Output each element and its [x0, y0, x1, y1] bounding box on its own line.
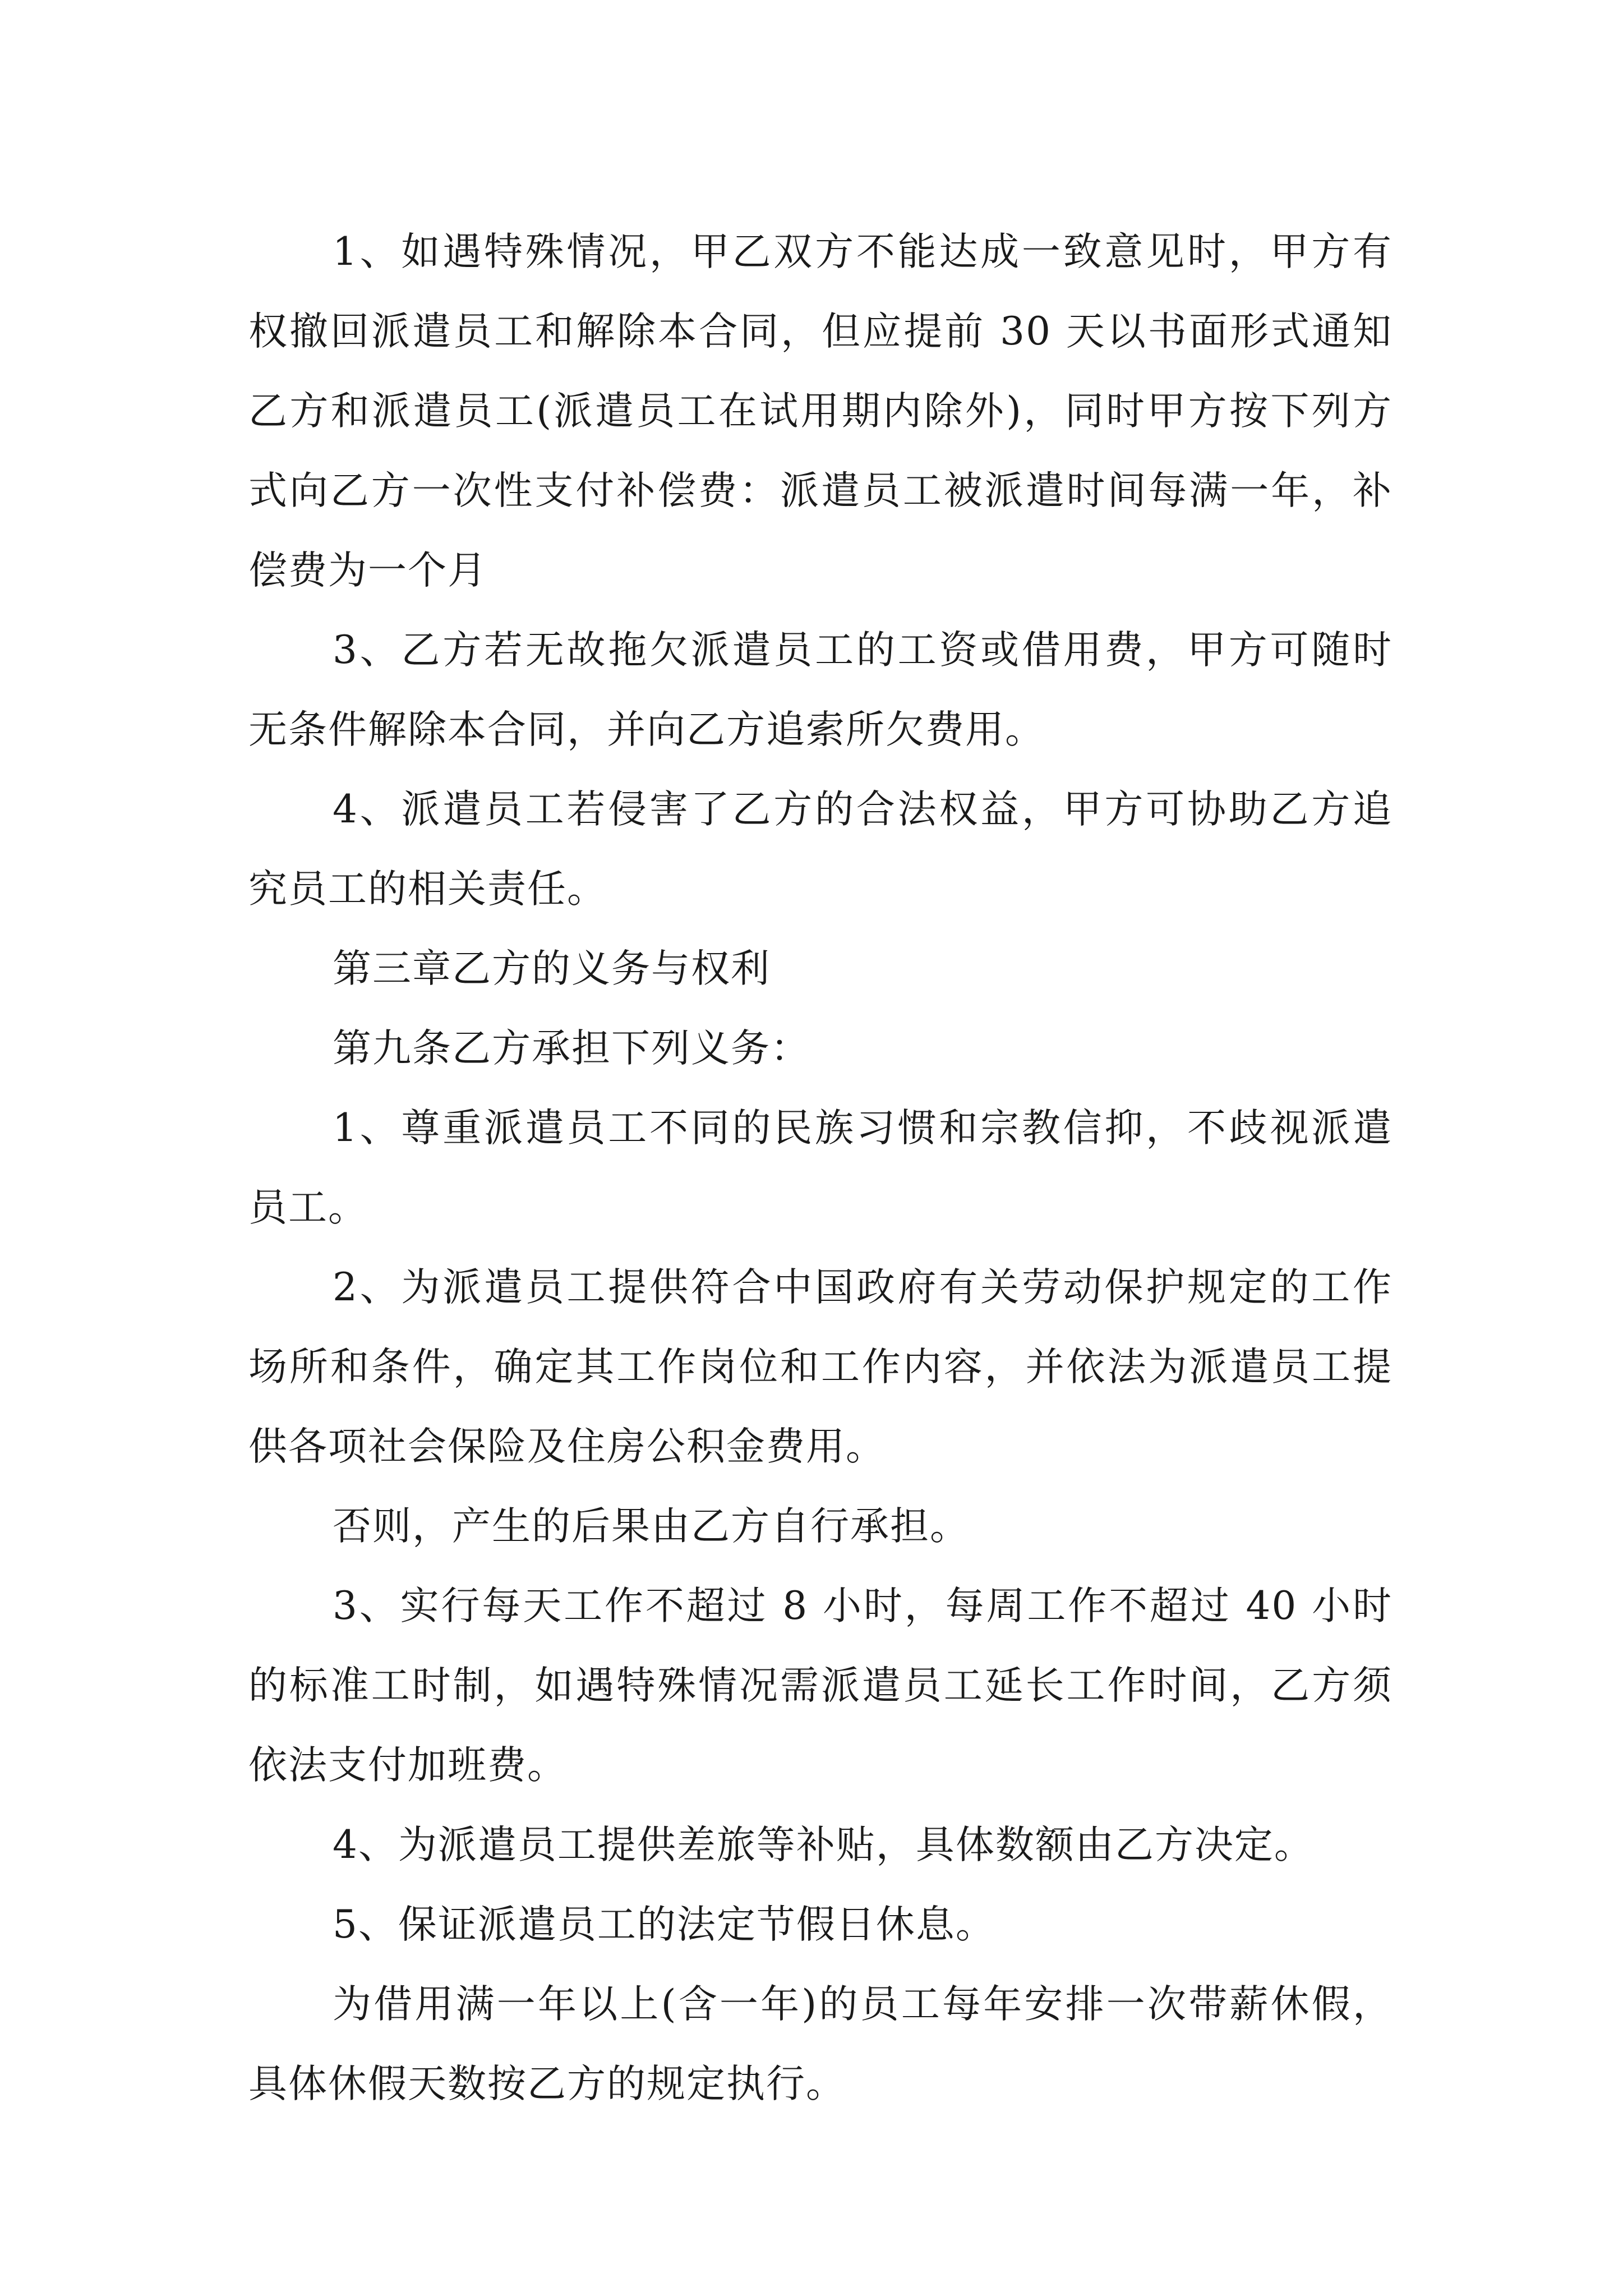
paragraph-unpaid-wages: 3、乙方若无故拖欠派遣员工的工资或借用费，甲方可随时无条件解除本合同，并向乙方追索所欠费用。: [248, 628, 1393, 752]
paragraph-consequences: 否则，产生的后果由乙方自行承担。: [333, 1504, 970, 1549]
paragraph-working-hours: 3、实行每天工作不超过 8 小时，每周工作不超过 40 小时的标准工时制，如遇特殊情况需派遣员工延长工作时间，乙方须依法支付加班费。: [248, 1584, 1393, 1788]
paragraph-paid-leave: 为借用满一年以上(含一年)的员工每年安排一次带薪休假，具体休假天数按乙方的规定执行。: [248, 1982, 1393, 2106]
paragraph-respect-customs: 1、尊重派遣员工不同的民族习惯和宗教信抑，不歧视派遣员工。: [248, 1106, 1393, 1230]
article-heading: 第九条乙方承担下列义务：: [333, 1026, 810, 1071]
chapter-heading: 第三章乙方的义务与权利: [333, 946, 771, 991]
paragraph-termination-by-party-a: 1、如遇特殊情况，甲乙双方不能达成一致意见时，甲方有权撤回派遣员工和解除本合同，但应提前 30 天以书面形式通知乙方和派遣员工(派遣员工在试用期内除外)，同时甲方按下列方式向乙方一次性支付补偿费：派遣员工被派遣时间每满一年，补偿费为一个月: [248, 229, 1393, 593]
paragraph-holidays: 5、保证派遣员工的法定节假日休息。: [333, 1902, 995, 1947]
paragraph-workplace-conditions: 2、为派遣员工提供符合中国政府有关劳动保护规定的工作场所和条件，确定其工作岗位和工作内容，并依法为派遣员工提供各项社会保险及住房公积金费用。: [248, 1265, 1393, 1469]
paragraph-travel-subsidy: 4、为派遣员工提供差旅等补贴，具体数额由乙方决定。: [333, 1823, 1314, 1867]
document-body: [248, 212, 1393, 2124]
paragraph-employee-liability: 4、派遣员工若侵害了乙方的合法权益，甲方可协助乙方追究员工的相关责任。: [248, 787, 1393, 912]
